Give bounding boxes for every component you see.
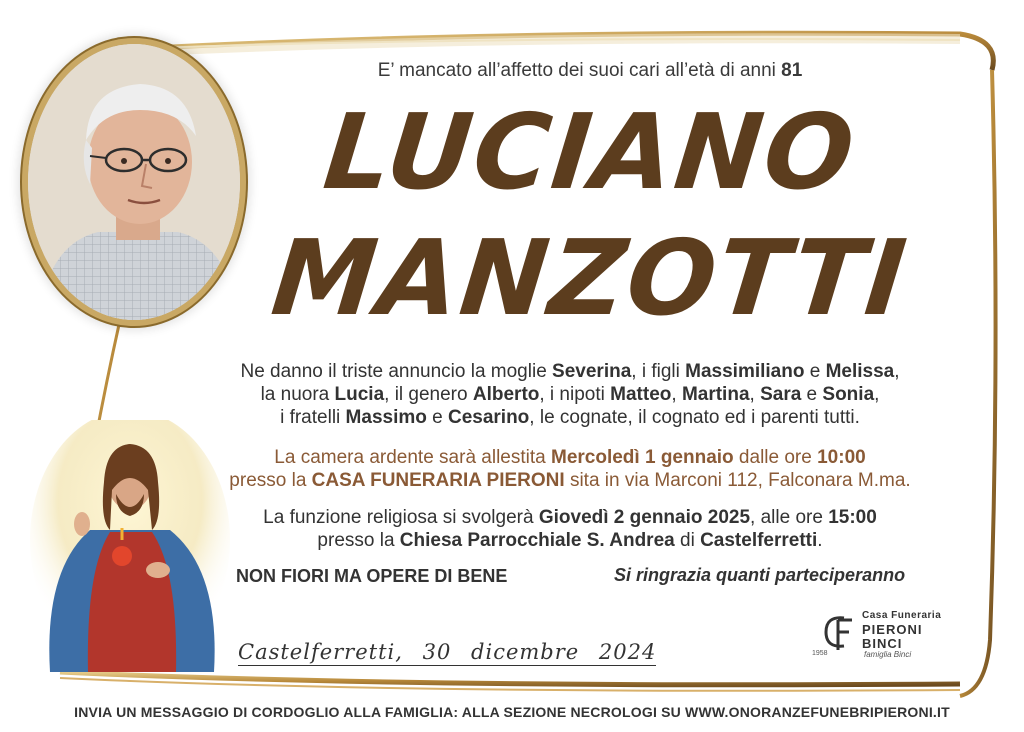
logo-tagline: famiglia Binci: [864, 650, 912, 659]
signature-date: [238, 640, 656, 666]
text-run: i fratelli: [280, 407, 346, 428]
cf-logo-icon: [822, 612, 854, 652]
text-run: la nuora: [260, 384, 335, 405]
bold-text-run: Alberto: [472, 384, 540, 405]
bold-text-run: Martina: [681, 384, 750, 405]
bold-text-run: Giovedì 2 gennaio 2025: [538, 507, 751, 528]
bold-text-run: CASA FUNERARIA PIERONI: [311, 470, 565, 491]
signature-place: Castelferretti,: [238, 640, 403, 664]
text-run: , le cognate, il cognato ed i parenti tutti.: [529, 407, 860, 428]
service-line-1: [170, 506, 970, 529]
logo-line-2: PIERONI: [862, 622, 923, 637]
text-run: dalle ore: [733, 447, 818, 468]
first-name: LUCIANO: [318, 91, 862, 213]
signature-day: 30: [422, 640, 452, 664]
bold-text-run: Massimo: [345, 407, 427, 428]
text-run: La funzione religiosa si svolgerà: [263, 507, 539, 528]
announcement-line-1: [170, 360, 970, 383]
bold-text-run: Massimiliano: [685, 361, 805, 382]
text-run: presso la: [229, 470, 312, 491]
announcement-block: [170, 360, 970, 429]
text-run: , il genero: [384, 384, 473, 405]
intro-text: E’ mancato all’affetto dei suoi cari all’età di anni: [377, 60, 776, 81]
text-run: sita in via Marconi 112, Falconara M.ma.: [564, 470, 911, 491]
text-run: ,: [749, 384, 761, 405]
wake-block: [170, 446, 970, 492]
age-value: 81: [781, 60, 803, 81]
text-run: , alle ore: [750, 507, 829, 528]
logo-line-3: BINCI: [862, 636, 903, 651]
text-run: ,: [671, 384, 682, 405]
text-run: presso la: [317, 530, 400, 551]
signature-month: dicembre: [471, 640, 580, 664]
logo-line-1: Casa Funeraria: [862, 610, 942, 621]
portrait-photo: [28, 44, 240, 320]
bold-text-run: Chiesa Parrocchiale S. Andrea: [399, 530, 675, 551]
text-run: .: [817, 530, 823, 551]
service-block: [170, 506, 970, 552]
bold-text-run: 15:00: [828, 507, 877, 528]
thanks-note: Si ringrazia quanti parteciperanno: [614, 565, 906, 585]
wake-line-1: [170, 446, 970, 469]
bold-text-run: Cesarino: [447, 407, 530, 428]
bold-text-run: Sonia: [822, 384, 875, 405]
announcement-line-3: [170, 406, 970, 429]
wake-line-2: [170, 469, 970, 492]
text-run: , i figli: [631, 361, 686, 382]
portrait-image: [28, 44, 240, 320]
text-run: di: [674, 530, 701, 551]
bold-text-run: Severina: [552, 361, 632, 382]
bold-text-run: Matteo: [610, 384, 672, 405]
text-run: e: [426, 407, 448, 428]
footer-message: INVIA UN MESSAGGIO DI CORDOGLIO ALLA FAMIGLIA: ALLA SEZIONE NECROLOGI SU WWW.ONORANZEFUNEBRIPIERONI.IT: [74, 704, 950, 720]
bold-text-run: Melissa: [825, 361, 895, 382]
bold-text-run: Sara: [760, 384, 802, 405]
signature-year: 2024: [598, 640, 657, 664]
last-name: MANZOTTI: [266, 217, 914, 339]
bold-text-run: Castelferretti: [700, 530, 818, 551]
bold-text-run: Mercoledì 1 gennaio: [551, 447, 734, 468]
service-line-2: [170, 529, 970, 552]
text-run: e: [801, 384, 823, 405]
text-run: , i nipoti: [539, 384, 611, 405]
text-run: ,: [894, 361, 900, 382]
text-run: La camera ardente sarà allestita: [274, 447, 551, 468]
text-run: Ne danno il triste annuncio la moglie: [240, 361, 553, 382]
announcement-line-2: [170, 383, 970, 406]
funeral-home-logo: [812, 608, 972, 660]
bold-text-run: 10:00: [817, 447, 866, 468]
text-run: ,: [874, 384, 880, 405]
no-flowers-note: NON FIORI MA OPERE DI BENE: [236, 566, 508, 586]
text-run: e: [804, 361, 826, 382]
bold-text-run: Lucia: [334, 384, 385, 405]
intro-line: [300, 60, 880, 82]
logo-year: 1958: [812, 650, 828, 657]
